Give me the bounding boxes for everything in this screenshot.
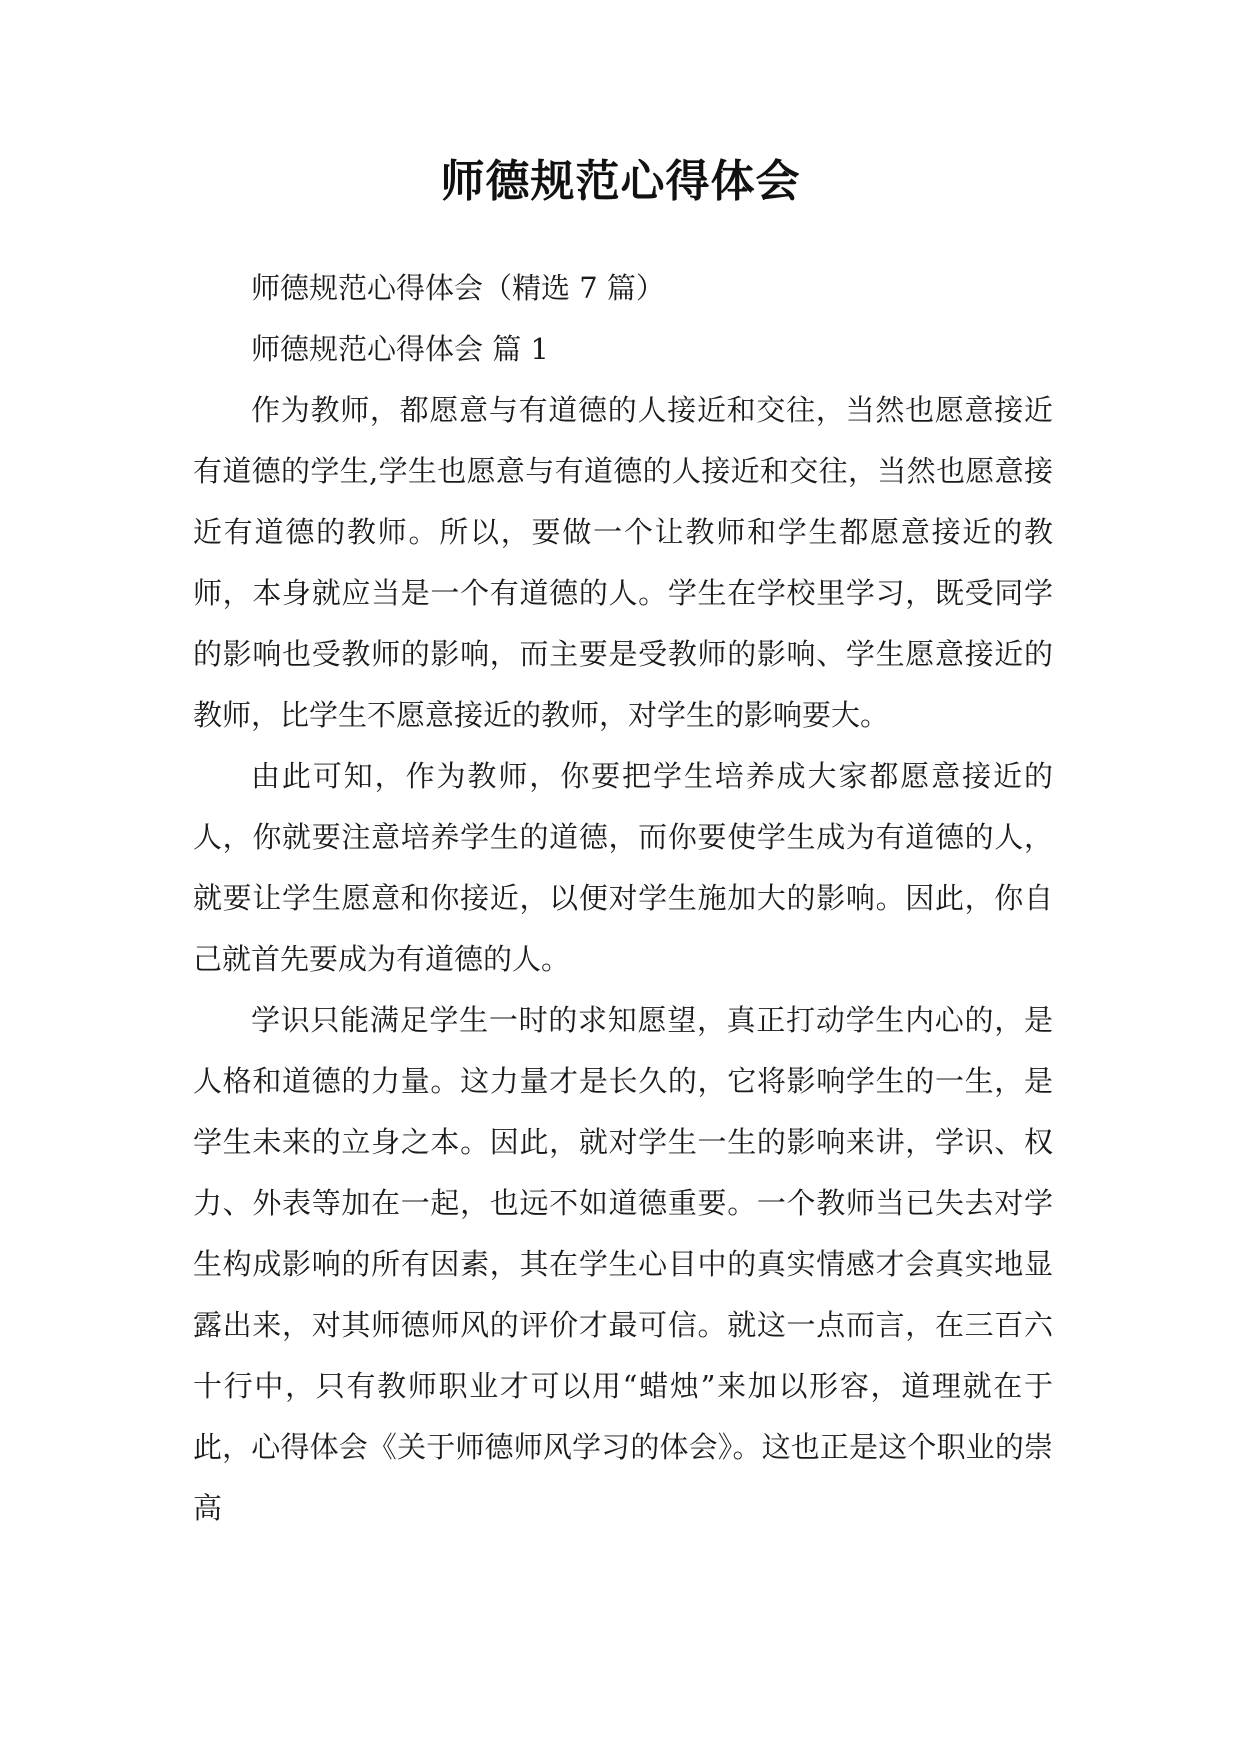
section-heading: 师德规范心得体会 篇 1: [251, 332, 549, 366]
paragraph-3: 学识只能满足学生一时的求知愿望，真正打动学生内心的，是人格和道德的力量。这力量才是长久的，它将影响学生的一生，是学生未来的立身之本。因此，就对学生一生的影响来讲，学识、权力、外表等加在一起，也远不如道德重要。一个教师当已失去对学生构成影响的所有因素，其在学生心目中的真实情感才会真实地显露出来，对其师德师风的评价才最可信。就这一点而言，在三百六十行中，只有教师职业才可以用“蜡烛”来加以形容，道理就在于此，心得体会《关于师德师风学习的体会》。这也正是这个职业的崇高: [193, 1003, 1053, 1525]
document-title: 师德规范心得体会: [440, 156, 801, 207]
paragraph-2: 由此可知，作为教师，你要把学生培养成大家都愿意接近的人，你就要注意培养学生的道德，而你要使学生成为有道德的人，就要让学生愿意和你接近，以便对学生施加大的影响。因此，你自己就首先要成为有道德的人。: [193, 759, 1053, 976]
document-body: [193, 258, 1053, 1539]
document-subtitle: 师德规范心得体会（精选 7 篇）: [251, 271, 665, 305]
paragraph-1: 作为教师，都愿意与有道德的人接近和交往，当然也愿意接近有道德的学生,学生也愿意与有道德的人接近和交往，当然也愿意接近有道德的教师。所以，要做一个让教师和学生都愿意接近的教师，本身就应当是一个有道德的人。学生在学校里学习，既受同学的影响也受教师的影响，而主要是受教师的影响、学生愿意接近的教师，比学生不愿意接近的教师，对学生的影响要大。: [193, 393, 1053, 732]
